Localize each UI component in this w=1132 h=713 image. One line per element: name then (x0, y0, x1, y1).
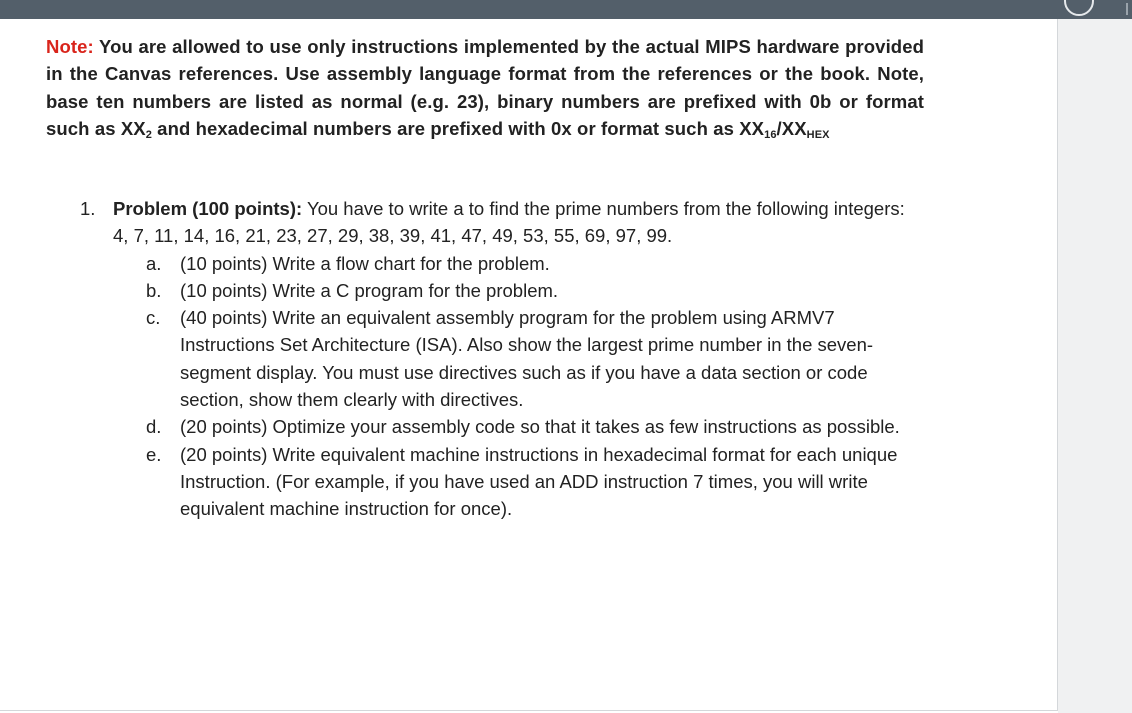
subitem-text: (10 points) Write a flow chart for the problem. (180, 252, 550, 274)
side-panel (1058, 19, 1132, 713)
subitem-letter: e. (146, 443, 162, 465)
problem-description: You have to write a to find the prime numbers from the following integers: 4, 7, 11, 14, 16, 21, 23, 27, 29, 38, 39, 41, 47, 49, 53, 55, 69, 97, 99. (113, 198, 905, 247)
subscript-16: 16 (764, 128, 777, 141)
subitem-text: (20 points) Optimize your assembly code so that it takes as few instructions as possible. (180, 416, 900, 438)
subitem-text: (40 points) Write an equivalent assembly program for the problem using ARMV7 Instructions Set Architecture (ISA). Also show the largest prime number in the seven-segment display. You must use directives such as if you have a data section or code section, show them clearly with directives. (180, 307, 874, 411)
problem-title: Problem (100 points): (113, 198, 303, 219)
note-text-1: You are allowed to use only instructions implemented by the actual MIPS hardware provided in the Canvas references. Use assembly language format from the references or the book. Note, base ten numbers are listed as normal (e.g. 23), binary numbers are prefixed with 0b or format such as XX (46, 36, 924, 139)
subitem-e (146, 441, 920, 523)
problem-number: 1. (80, 198, 96, 219)
subscript-2: 2 (145, 128, 152, 141)
subitem-letter: a. (146, 252, 162, 274)
subitem-letter: c. (146, 307, 161, 329)
subitem-list (80, 250, 920, 523)
note-text-3: /XX (776, 117, 807, 139)
content-panel (0, 19, 1058, 711)
subitem-d (146, 413, 920, 440)
subscript-hex: HEX (806, 128, 830, 141)
problem-text (113, 195, 913, 250)
circle-icon[interactable] (1064, 0, 1094, 16)
subitem-letter: d. (146, 416, 162, 438)
subitem-text: (20 points) Write equivalent machine instructions in hexadecimal format for each unique Instruction. (For example, if you have used an ADD instruction 7 times, you will write equivalent machine instruction for once). (180, 443, 898, 520)
problem-item (80, 195, 920, 250)
problem-section (80, 195, 920, 523)
scroll-edge (1126, 3, 1128, 15)
subitem-c (146, 304, 920, 413)
subitem-text: (10 points) Write a C program for the problem. (180, 279, 559, 301)
note-label: Note: (46, 36, 94, 57)
subitem-letter: b. (146, 279, 162, 301)
note-paragraph (46, 33, 924, 146)
subitem-b (146, 277, 920, 304)
subitem-a (146, 250, 920, 277)
top-bar (0, 0, 1132, 19)
note-text-2: and hexadecimal numbers are prefixed with 0x or format such as XX (151, 117, 765, 139)
